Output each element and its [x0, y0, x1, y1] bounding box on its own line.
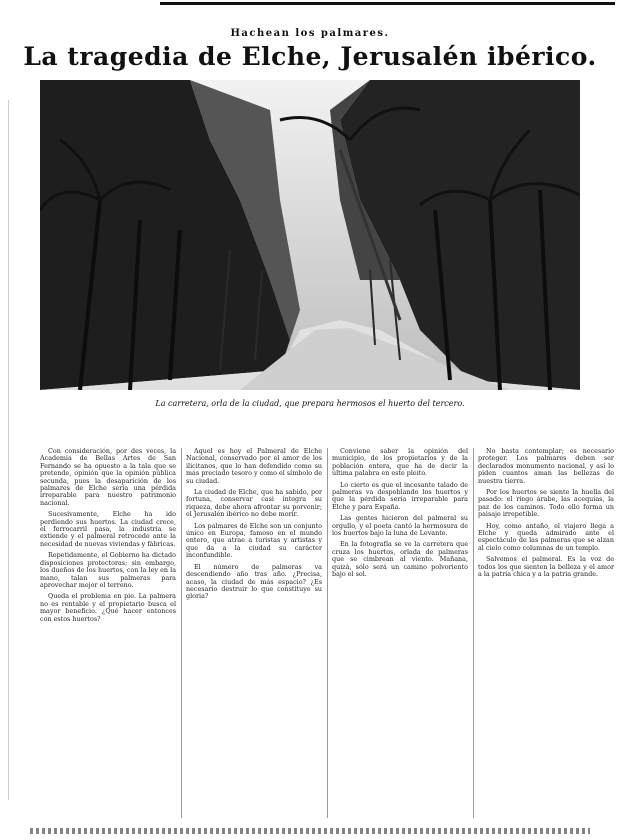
- paragraph: Conviene saber la opinión del municipio, de los propietarios y de la población entera, que ha de decir la última palabra en este pleito.: [332, 447, 468, 478]
- paragraph: Los palmares de Elche son un conjunto único en Europa, famoso en el mundo entero, que atrae a turistas y artistas y que da a la ciudad su carácter inconfundible.: [186, 521, 322, 560]
- paragraph: El número de palmeras va descendiendo año tras año. ¿Precisa, acaso, la ciudad de más espacio? ¿Es necesario destruir lo que constituye su gloria?: [186, 562, 322, 601]
- column-divider: [473, 448, 474, 818]
- paragraph: Sucesivamente, Elche ha ido perdiendo sus huertos. La ciudad crece, el ferrocarril pasa, la industria se extiende y el palmeral retrocede ante la necesidad de nuevas viviendas y fábricas.: [40, 510, 176, 548]
- paragraph: Lo cierto es que el incesante talado de palmeras va despoblando los huertos y que la pérdida sería irreparable para Elche y para España.: [332, 480, 468, 511]
- paragraph: Con consideración, por des veces, la Academia de Bellas Artes de San Fernando se ha opuesto a la tala que se pretende, opinión que la opinión pública secunda, pues la desaparición de los palmares de Elche sería una pérdida irreparable para nuestro patrimonio nacional.: [40, 447, 176, 507]
- column-3: [332, 448, 468, 583]
- article-headline: La tragedia de Elche, Jerusalén ibérico.: [23, 42, 597, 71]
- palm-road-illustration: [40, 80, 580, 390]
- paragraph: Repetidamente, el Gobierno ha dictado disposiciones protectoras; sin embargo, los dueños de los huertos, con la ley en la mano, talan sus palmeras para aprovechar mejor el terreno.: [40, 551, 176, 589]
- photo-caption: La carretera, orla de la ciudad, que prepara hermosos el huerto del tercero.: [155, 399, 465, 408]
- paragraph: La ciudad de Elche, que ha sabido, por fortuna, conservar casi íntegra su riqueza, debe ahora afrontar su porvenir; el Jerusalén ibérico no debe morir.: [186, 488, 322, 519]
- paragraph: Por los huertos se siente la huella del pasado: el riego árabe, las acequias, la paz de los caminos. Todo ello forma un paisaje irrepetible.: [478, 488, 614, 519]
- paragraph: En la fotografía se ve la carretera que cruza los huertos, orlada de palmeras que se cimbrean al viento. Mañana, quizá, sólo será un camino polvoriento bajo el sol.: [332, 540, 468, 579]
- paragraph: Las gentes hicieron del palmeral su orgullo, y el poeta cantó la hermosura de los huertos bajo la luna de Levante.: [332, 514, 468, 538]
- column-divider: [327, 448, 328, 818]
- paragraph: No basta contemplar; es necesario proteger. Los palmares deben ser declarados monumento nacional, y así lo piden cuantos aman las bellezas de nuestra tierra.: [478, 447, 614, 485]
- article-kicker: Hachean los palmares.: [230, 28, 390, 39]
- margin-rule: [8, 100, 9, 800]
- column-divider: [181, 448, 182, 818]
- paragraph: Salvemos el palmeral. Es la voz de todos los que sienten la belleza y el amor a la patria chica y a la patria grande.: [478, 555, 614, 579]
- footer-strip: [30, 828, 590, 834]
- article-photo: [40, 80, 580, 390]
- column-2: [186, 448, 322, 605]
- top-rule: [160, 2, 615, 5]
- column-4: [478, 448, 614, 583]
- paragraph: Hoy, como antaño, el viajero llega a Elche y queda admirado ante el espectáculo de las palmeras que se alzan al cielo como columnas de un templo.: [478, 521, 614, 552]
- paragraph: Queda el problema en pie. La palmera no es rentable y el propietario busca el mayor beneficio. ¿Qué hacer entonces con estos huertos?: [40, 592, 176, 623]
- paragraph: Aquel es hoy el Palmeral de Elche Nacional, conservado por el amor de los ilicitanos, que lo han defendido como su más preciado tesoro y como el símbolo de su ciudad.: [186, 447, 322, 485]
- column-1: [40, 448, 176, 627]
